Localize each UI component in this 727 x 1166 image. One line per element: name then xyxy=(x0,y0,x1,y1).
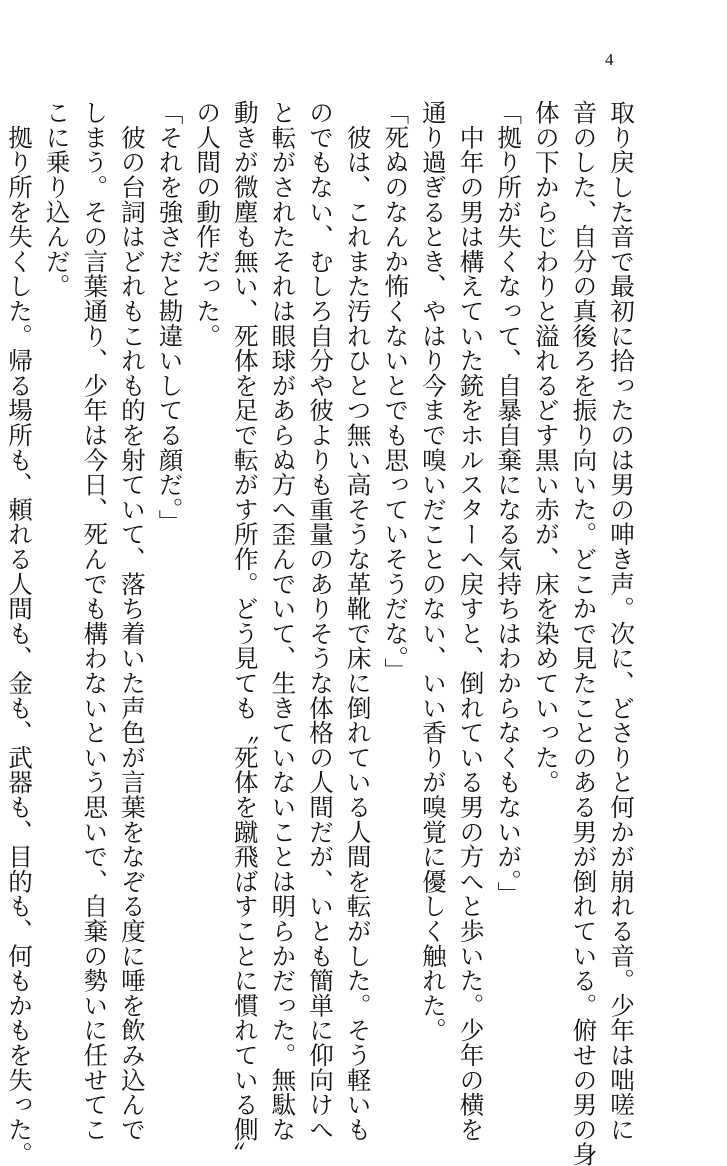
text-line: しまう。その言葉通り、少年は今日、死んでも構わないという思いで、自棄の勢いに任せてこ xyxy=(76,100,114,980)
text-line: のでもない、むしろ自分や彼よりも重量のありそうな体格の人間だが、いとも簡単に仰向けへ xyxy=(301,100,339,980)
text-line: 中年の男は構えていた銃をホルスターへ戻すと、倒れている男の方へと歩いた。少年の横を xyxy=(452,100,490,980)
text-line: 拠り所を失くした。帰る場所も、頼れる人間も、金も、武器も、目的も、何もかもを失った。 xyxy=(0,100,38,980)
text-line: 彼の台詞はどれもこれも的を射ていて、落ち着いた声色が言葉をなぞる度に唾を飲み込んで xyxy=(113,100,151,980)
body-text xyxy=(100,100,640,980)
text-line: 通り過ぎるとき、やはり今まで嗅いだことのない、いい香りが嗅覚に優しく触れた。 xyxy=(414,100,452,980)
text-line: 体の下からじわりと溢れるどす黒い赤が、床を染めていった。 xyxy=(527,100,565,980)
text-line: 「死ぬのなんか怖くないとでも思っていそうだな。」 xyxy=(377,100,415,980)
text-line: 「それを強さだと勘違いしてる顔だ。」 xyxy=(151,100,189,980)
text-line: の人間の動作だった。 xyxy=(189,100,227,980)
text-line: と転がされたそれは眼球があらぬ方へ歪んでいて、生きていないことは明らかだった。無駄な xyxy=(264,100,302,980)
text-line: 音のした、自分の真後ろを振り向いた。どこかで見たことのある男が倒れている。俯せの男の身 xyxy=(565,100,603,980)
text-line: 動きが微塵も無い、死体を足で転がす所作。どう見ても〝死体を蹴飛ばすことに慣れている側〟 xyxy=(226,100,264,980)
text-line: 「拠り所が失くなって、自暴自棄になる気持ちはわからなくもないが。」 xyxy=(490,100,528,980)
text-line: 彼は、これまた汚れひとつ無い高そうな革靴で床に倒れている人間を転がした。そう軽いも xyxy=(339,100,377,980)
text-line: こに乗り込んだ。 xyxy=(38,100,76,980)
page-number: 4 xyxy=(605,50,645,70)
text-line: 取り戻した音で最初に拾ったのは男の呻き声。次に、どさりと何かが崩れる音。少年は咄嗟に xyxy=(602,100,640,980)
